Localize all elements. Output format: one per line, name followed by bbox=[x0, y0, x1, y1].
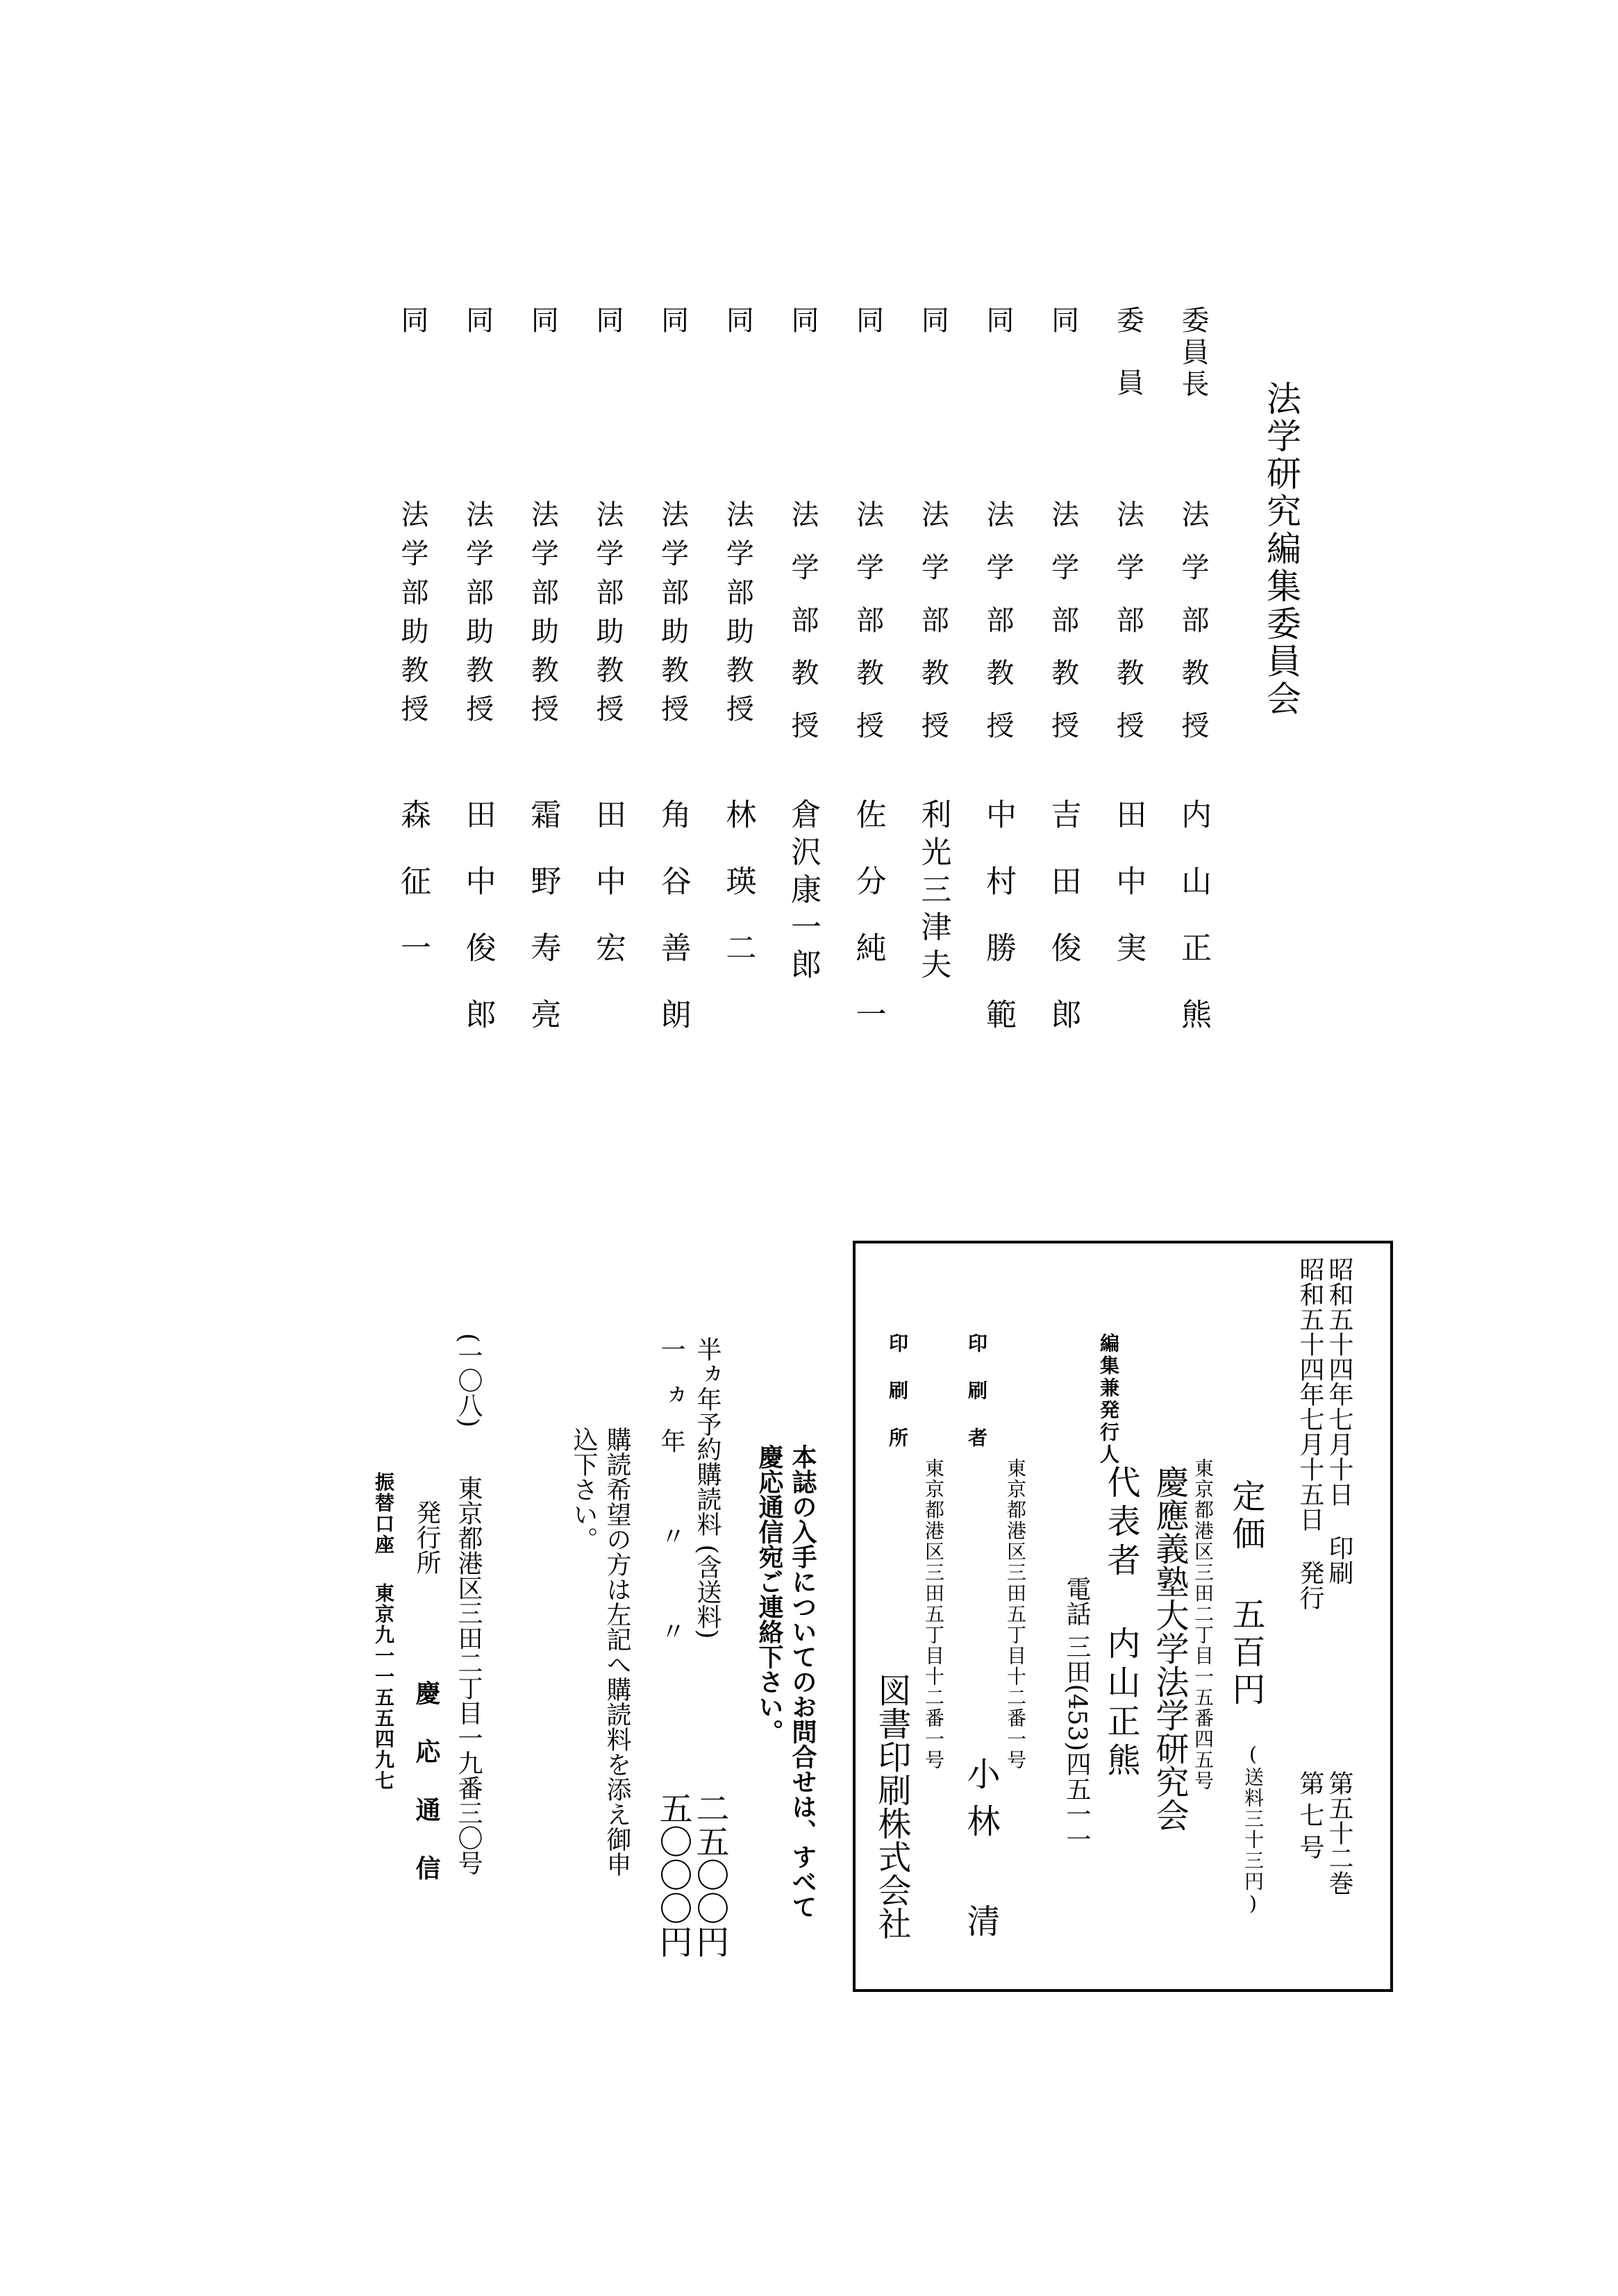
print-date: 昭和五十四年七月十日 印刷 bbox=[1325, 1257, 1353, 1585]
subscribe-line-1: 購読希望の方は左記へ購読料を添え御申 bbox=[603, 1427, 631, 1877]
editor-rep: 代表者 内山正熊 bbox=[1101, 1465, 1140, 1782]
postage: (送料三十三円) bbox=[1242, 1743, 1265, 1916]
publish-date: 昭和五十四年七月十五日 発行 bbox=[1296, 1257, 1324, 1610]
inquiry-line-2: 慶応通信宛ご連絡下さい。 bbox=[755, 1444, 784, 1744]
editor-org: 慶應義塾大学法学研究会 bbox=[1150, 1465, 1189, 1832]
printer-name: 小林 清 bbox=[961, 1757, 1000, 1951]
member-dept: 法学部教授 bbox=[787, 500, 819, 764]
member-name: 林瑛二 bbox=[720, 798, 756, 998]
volume: 第五十二巻 bbox=[1325, 1770, 1353, 1895]
member-dept: 法学部教授 bbox=[1112, 500, 1144, 764]
member-dept: 法学部教授 bbox=[1046, 500, 1079, 764]
member-name: 倉沢康一郎 bbox=[785, 798, 821, 986]
member-role: 同 bbox=[526, 305, 559, 337]
member-name: 霜野寿亮 bbox=[525, 798, 561, 1065]
one-year-price: 五〇〇〇円 bbox=[653, 1791, 692, 1958]
member-dept: 法学部助教授 bbox=[397, 500, 428, 733]
member-name: 田中宏 bbox=[590, 798, 626, 998]
member-role: 同 bbox=[397, 305, 428, 337]
member-name: 角谷善朗 bbox=[655, 798, 691, 1065]
member-role: 同 bbox=[917, 305, 949, 337]
inquiry-line-1: 本誌の入手についてのお問合せは、すべて bbox=[788, 1444, 817, 1919]
member-dept: 法学部教授 bbox=[851, 500, 884, 764]
member-role: 同 bbox=[982, 305, 1014, 337]
member-name: 利光三津夫 bbox=[915, 798, 951, 986]
member-dept: 法学部助教授 bbox=[592, 500, 624, 733]
publisher-address: 東京都港区三田二丁目一九番三〇号 bbox=[454, 1475, 483, 1875]
member-role: 委員長 bbox=[1177, 305, 1209, 401]
half-year-label: 半ヵ年予約購読料 (含送料) bbox=[693, 1336, 722, 1639]
publisher-label: 発行所 bbox=[412, 1500, 441, 1575]
member-name: 森征一 bbox=[395, 798, 431, 998]
committee-title: 法学研究編集委員会 bbox=[1261, 380, 1301, 718]
half-year-price: 二五〇〇円 bbox=[690, 1791, 729, 1958]
member-role: 同 bbox=[656, 305, 689, 337]
postal-code: (一〇八) bbox=[454, 1333, 483, 1428]
member-dept: 法学部助教授 bbox=[656, 500, 689, 733]
publisher-name: 慶応通信 bbox=[412, 1680, 441, 1913]
member-dept: 法学部教授 bbox=[1177, 500, 1209, 764]
member-role: 同 bbox=[787, 305, 819, 337]
editor-label: 編集兼発行人 bbox=[1097, 1333, 1120, 1466]
one-year-label: 一ヵ年 〃 〃 bbox=[657, 1336, 685, 1664]
member-name: 中村勝範 bbox=[981, 798, 1016, 1065]
member-name: 内山正熊 bbox=[1176, 798, 1211, 1065]
editor-phone: 電話 三田(453)四五一一 bbox=[1062, 1576, 1091, 1852]
member-role: 委員 bbox=[1112, 305, 1144, 430]
member-role: 同 bbox=[461, 305, 494, 337]
press-label: 印刷所 bbox=[886, 1333, 909, 1475]
member-dept: 法学部助教授 bbox=[722, 500, 754, 733]
transfer-label: 振替口座 bbox=[372, 1472, 395, 1555]
subscribe-line-2: 込下さい。 bbox=[569, 1427, 598, 1552]
printer-label: 印刷者 bbox=[965, 1333, 988, 1475]
press-name: 図書印刷株式会社 bbox=[872, 1673, 911, 1940]
press-address: 東京都港区三田五丁目十二番一号 bbox=[922, 1458, 945, 1770]
member-dept: 法学部助教授 bbox=[461, 500, 494, 733]
transfer-number: 東京九一一五五四九七 bbox=[372, 1583, 395, 1791]
member-role: 同 bbox=[851, 305, 884, 337]
printer-address: 東京都港区三田五丁目十二番一号 bbox=[1004, 1458, 1027, 1770]
price: 定価 五百円 bbox=[1226, 1479, 1265, 1709]
member-role: 同 bbox=[722, 305, 754, 337]
member-role: 同 bbox=[1046, 305, 1079, 337]
member-name: 吉田俊郎 bbox=[1045, 798, 1081, 1065]
issue: 第七号 bbox=[1296, 1770, 1324, 1866]
member-dept: 法学部教授 bbox=[982, 500, 1014, 764]
member-role: 同 bbox=[592, 305, 624, 337]
member-name: 田中俊郎 bbox=[460, 798, 496, 1065]
member-name: 佐分純一 bbox=[850, 798, 886, 1065]
member-dept: 法学部教授 bbox=[917, 500, 949, 764]
member-name: 田中実 bbox=[1110, 798, 1146, 998]
member-dept: 法学部助教授 bbox=[526, 500, 559, 733]
editor-address: 東京都港区三田二丁目一五番四五号 bbox=[1192, 1458, 1215, 1791]
